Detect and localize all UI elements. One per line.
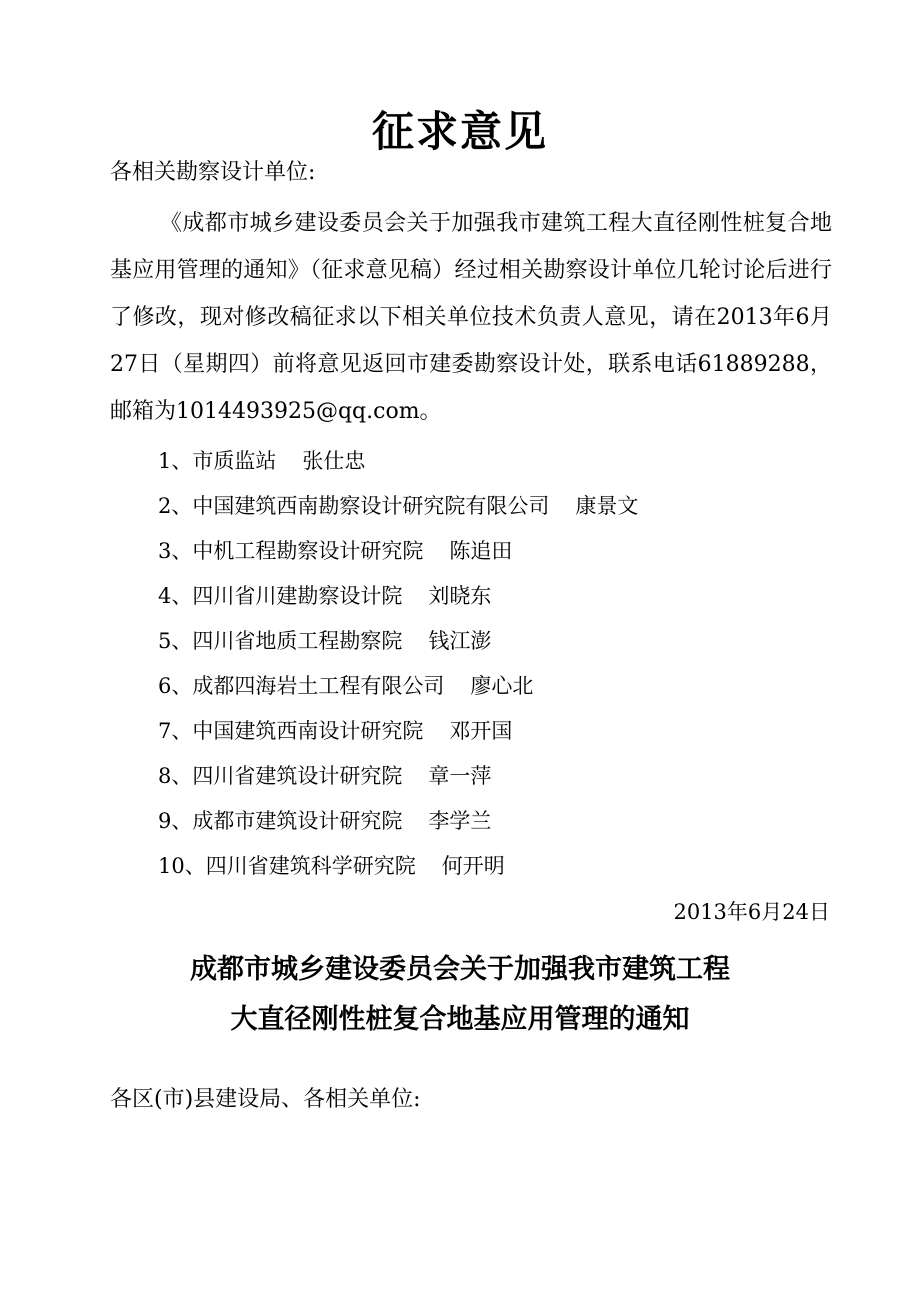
body-paragraph: 《成都市城乡建设委员会关于加强我市建筑工程大直径刚性桩复合地基应用管理的通知》（征求意见稿）经过相关勘察设计单位几轮讨论后进行了修改，现对修改稿征求以下相关单位技术负责人意见，请在2013年6月27日（星期四）前将意见返回市建委勘察设计处，联系电话61889288，邮箱为1014493925@qq.com。: [110, 211, 832, 424]
list-item: [158, 488, 638, 533]
contact-org: 4、四川省川建勘察设计院: [158, 584, 403, 608]
contact-org: 10、四川省建筑科学研究院: [158, 854, 416, 878]
list-item: [158, 623, 638, 668]
notice-title: [0, 945, 920, 1045]
contact-org: 5、四川省地质工程勘察院: [158, 629, 403, 653]
notice-salutation: 各区(市)县建设局、各相关单位:: [110, 1087, 421, 1112]
contact-org: 7、中国建筑西南设计研究院: [158, 719, 424, 743]
contact-person: 陈追田: [449, 539, 513, 563]
contact-person: 廖心北: [470, 674, 534, 698]
document-date: 2013年6月24日: [673, 900, 830, 924]
notice-title-line: 大直径刚性桩复合地基应用管理的通知: [230, 1004, 690, 1035]
list-item: [158, 848, 638, 893]
contact-org: 3、中机工程勘察设计研究院: [158, 539, 424, 563]
contact-org: 9、成都市建筑设计研究院: [158, 809, 403, 833]
contact-person: 张仕忠: [302, 449, 366, 473]
notice-title-line: 成都市城乡建设委员会关于加强我市建筑工程: [190, 954, 730, 985]
contact-org: 8、四川省建筑设计研究院: [158, 764, 403, 788]
list-item: [158, 443, 638, 488]
list-item: [158, 713, 638, 758]
list-item: [158, 533, 638, 578]
contact-person: 钱江澎: [428, 629, 492, 653]
contact-org: 1、市质监站: [158, 449, 277, 473]
contact-person: 康景文: [575, 494, 639, 518]
contact-org: 2、中国建筑西南勘察设计研究院有限公司: [158, 494, 550, 518]
contact-person: 章一萍: [428, 764, 492, 788]
list-item: [158, 578, 638, 623]
contact-list: [158, 443, 638, 893]
contact-org: 6、成都四海岩土工程有限公司: [158, 674, 445, 698]
contact-person: 刘晓东: [428, 584, 492, 608]
salutation: 各相关勘察设计单位:: [110, 160, 316, 185]
contact-person: 邓开国: [449, 719, 513, 743]
page-title: 征求意见: [371, 107, 548, 156]
list-item: [158, 758, 638, 803]
contact-person: 李学兰: [428, 809, 492, 833]
contact-person: 何开明: [441, 854, 505, 878]
list-item: [158, 668, 638, 713]
list-item: [158, 803, 638, 848]
